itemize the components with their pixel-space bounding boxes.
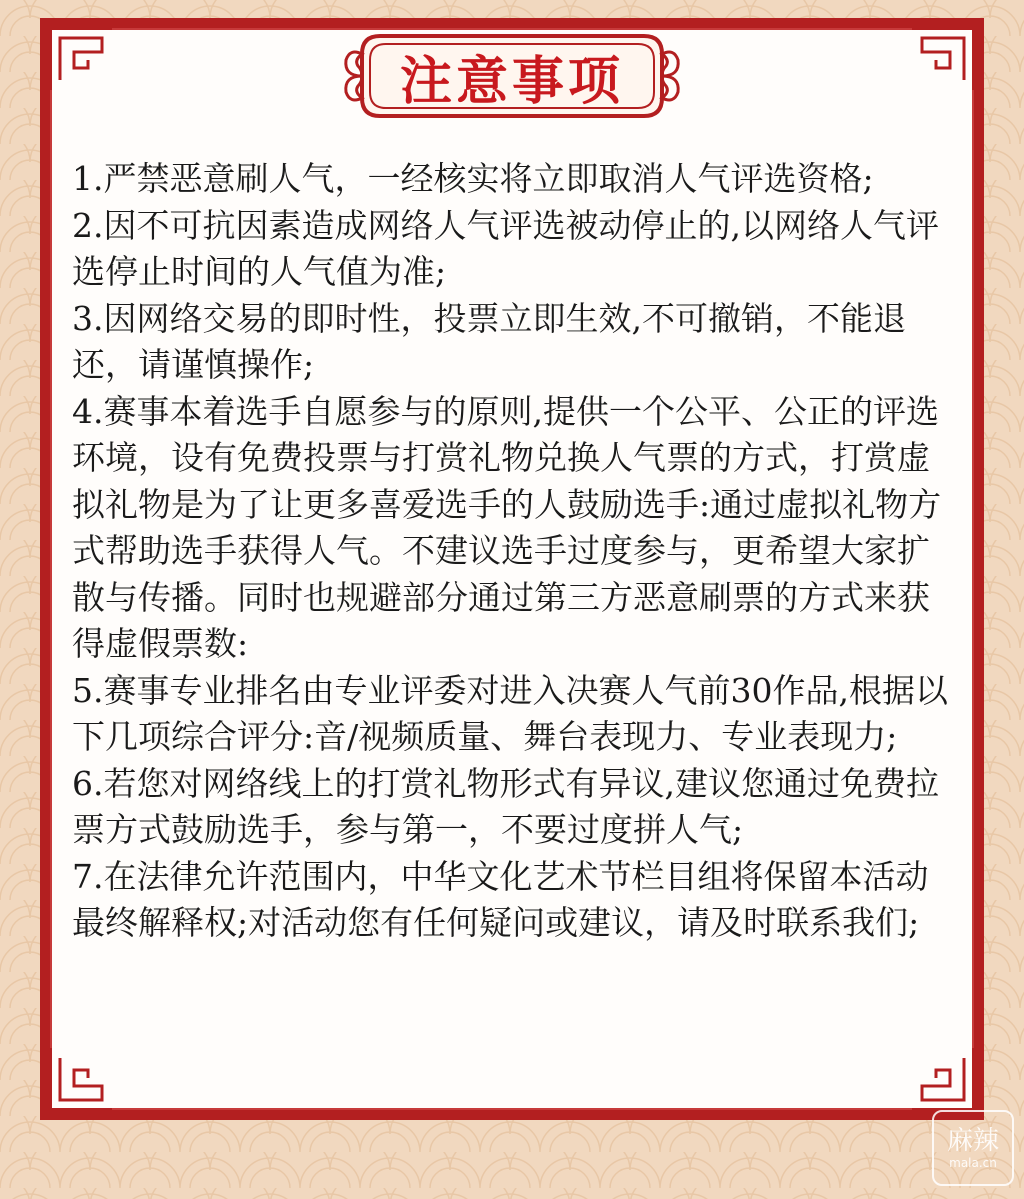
note-item: 5.赛事专业排名由专业评委对进入决赛人气前30作品,根据以下几项综合评分:音/视频质量、舞台表现力、专业表现力; <box>72 670 948 756</box>
corner-ornament-icon <box>46 1044 116 1114</box>
page-title: 注意事项 <box>399 51 624 112</box>
note-item: 1.严禁恶意刷人气，一经核实将立即取消人气评选资格; <box>72 159 874 198</box>
note-item: 2.因不可抗因素造成网络人气评选被动停止的,以网络人气评选停止时间的人气值为准; <box>72 205 939 291</box>
note-item: 3.因网络交易的即时性，投票立即生效,不可撤销，不能退还，请谨慎操作; <box>72 298 906 384</box>
corner-ornament-icon <box>908 1044 978 1114</box>
watermark-domain: mala.cn <box>949 1156 997 1170</box>
watermark-chars: 麻辣 <box>946 1126 999 1156</box>
corner-ornament-icon <box>46 24 116 94</box>
note-item: 6.若您对网络线上的打赏礼物形式有异议,建议您通过免费拉票方式鼓励选手，参与第一，不要过度拼人气; <box>72 763 939 849</box>
note-item: 4.赛事本着选手自愿参与的原则,提供一个公平、公正的评选环境，设有免费投票与打赏礼物兑换人气票的方式，打赏虚拟礼物是为了让更多喜爱选手的人鼓励选手:通过虚拟礼物方式帮助选手获得人气。不建议选手过度参与，更希望大家扩散与传播。同时也规避部分通过第三方恶意刷票的方式来获得虚假票数: <box>72 391 942 663</box>
notes-list <box>72 156 952 947</box>
corner-ornament-icon <box>908 24 978 94</box>
watermark-logo <box>932 1110 1014 1186</box>
note-item: 7.在法律允许范围内，中华文化艺术节栏目组将保留本活动最终解释权;对活动您有任何疑问或建议，请及时联系我们; <box>72 856 929 942</box>
title-banner <box>340 30 684 122</box>
